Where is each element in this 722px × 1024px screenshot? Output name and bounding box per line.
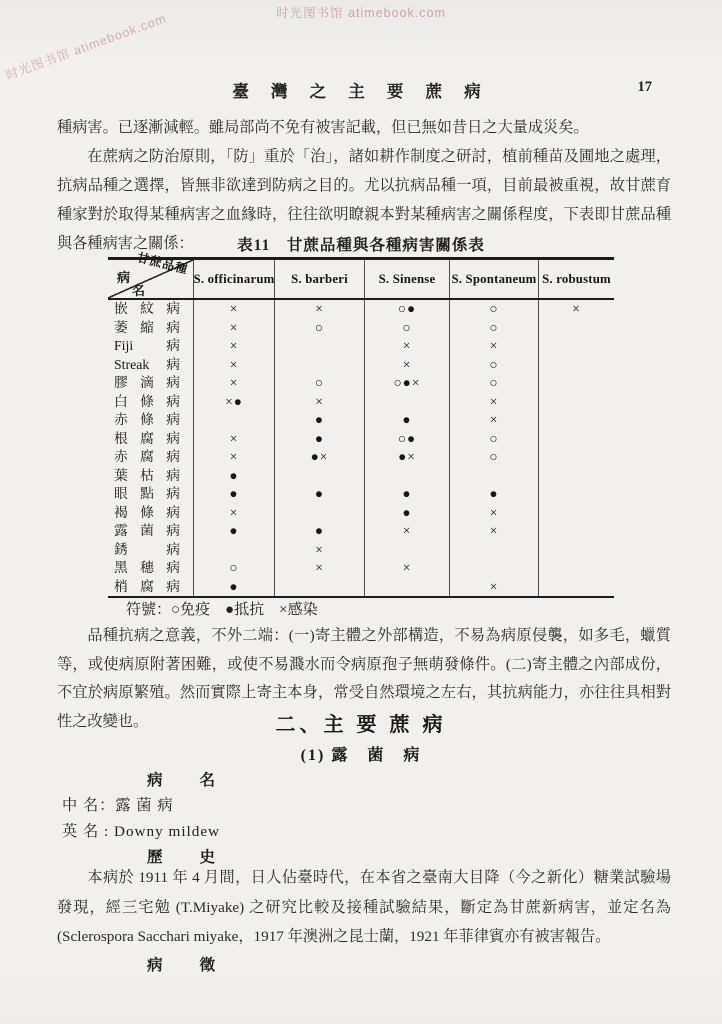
- relation-cell: ×●: [193, 393, 274, 412]
- relation-cell: [538, 578, 614, 597]
- disease-name-cell: 根 腐 病: [114, 430, 180, 446]
- relation-cell: ○: [449, 356, 538, 375]
- relation-cell: ○: [274, 319, 364, 338]
- relation-cell: ●: [364, 411, 449, 430]
- label-symptoms: 病 徵: [147, 957, 218, 974]
- disease-name-cell: 萎 縮 病: [114, 319, 180, 335]
- relation-cell: ●: [274, 485, 364, 504]
- disease-name-cell: 梢 腐 病: [114, 578, 180, 594]
- relation-cell: ○: [449, 430, 538, 449]
- disease-name-cell: 露 菌 病: [114, 523, 180, 538]
- relation-cell: ×: [364, 559, 449, 578]
- relation-table: [108, 250, 614, 598]
- relation-cell: ○: [193, 559, 274, 578]
- relation-table-body: [108, 300, 614, 596]
- disease-name-cell: 眼 點 病: [114, 486, 180, 501]
- relation-cell: ●: [193, 467, 274, 486]
- watermark-rotated: 时光图书馆 atimebook.com: [3, 11, 169, 83]
- paragraph-history: 本病於 1911 年 4 月間，日人佔臺時代，在本省之臺南大目降（今之新化）糖業試驗場發現，經三宅勉 (T.Miyake) 之研究比較及接種試驗結果，斷定為甘蔗新病害，並定名為 (Sclerospora Sacchari miyake，1917 年澳洲之昆士蘭，1921 年菲律賓亦有被害報告。: [57, 869, 671, 945]
- corner-label-species: 甘蔗品種: [135, 250, 190, 277]
- relation-cell: [538, 485, 614, 504]
- relation-cell: ×: [364, 522, 449, 541]
- table-row: [108, 448, 614, 467]
- relation-cell: [364, 467, 449, 486]
- table-header-row: [108, 250, 614, 300]
- relation-cell: [449, 467, 538, 486]
- table-row: [108, 393, 614, 412]
- relation-cell: [193, 411, 274, 430]
- column-header: S. Sinense: [364, 260, 449, 298]
- relation-cell: ×: [193, 319, 274, 338]
- section-heading: 二、主 要 蔗 病: [275, 714, 447, 736]
- relation-cell: ×: [193, 337, 274, 356]
- relation-cell: [538, 504, 614, 523]
- relation-cell: ×: [449, 337, 538, 356]
- relation-cell: [364, 541, 449, 560]
- relation-cell: ●×: [364, 448, 449, 467]
- table-row: [108, 467, 614, 486]
- relation-cell: ×: [193, 430, 274, 449]
- relation-cell: ×: [193, 504, 274, 523]
- relation-cell: ×: [193, 374, 274, 393]
- english-name-line: 英 名 : Downy mildew: [62, 823, 221, 840]
- table-row: [108, 356, 614, 375]
- corner-label-disease-2: 名: [132, 283, 146, 298]
- page-title: 臺 灣 之 主 要 蔗 病: [232, 82, 490, 101]
- relation-cell: [538, 467, 614, 486]
- table-row: [108, 541, 614, 560]
- table-row: [108, 559, 614, 578]
- column-header: S. Spontaneum: [449, 260, 538, 298]
- relation-cell: ●: [193, 522, 274, 541]
- table-row: [108, 485, 614, 504]
- relation-cell: ○●: [364, 300, 449, 319]
- relation-cell: ×: [193, 448, 274, 467]
- relation-cell: [538, 337, 614, 356]
- relation-cell: ●: [193, 485, 274, 504]
- relation-cell: [274, 578, 364, 597]
- relation-cell: ×: [274, 559, 364, 578]
- relation-cell: ●: [449, 485, 538, 504]
- relation-cell: ○: [449, 374, 538, 393]
- relation-cell: ×: [274, 393, 364, 412]
- relation-cell: ○: [364, 319, 449, 338]
- relation-cell: ○: [449, 448, 538, 467]
- disease-name-cell: 葉 枯 病: [114, 467, 180, 483]
- table-row: [108, 319, 614, 338]
- relation-cell: ○: [449, 319, 538, 338]
- table-row: [108, 411, 614, 430]
- table-corner-cell: [108, 250, 193, 298]
- relation-cell: [274, 356, 364, 375]
- relation-cell: [364, 578, 449, 597]
- relation-cell: [538, 541, 614, 560]
- subsection-heading: (1) 露 菌 病: [300, 747, 422, 764]
- disease-name-cell: Streak 病: [114, 356, 180, 372]
- relation-cell: [364, 393, 449, 412]
- relation-cell: ●: [364, 504, 449, 523]
- relation-cell: ×: [364, 337, 449, 356]
- table-row: [108, 337, 614, 356]
- paragraph-continuation: 種病害。已逐漸減輕。雖局部尚不免有被害記載，但已無如昔日之大量成災矣。: [57, 119, 589, 136]
- relation-cell: [538, 411, 614, 430]
- column-header: S. robustum: [538, 260, 614, 298]
- relation-cell: ○●×: [364, 374, 449, 393]
- relation-cell: ×: [193, 300, 274, 319]
- relation-cell: [538, 356, 614, 375]
- relation-cell: [538, 374, 614, 393]
- corner-label-disease-1: 病: [117, 270, 131, 285]
- page-number: 17: [637, 79, 652, 95]
- relation-cell: [449, 559, 538, 578]
- relation-cell: ×: [274, 300, 364, 319]
- disease-name-cell: 嵌 紋 病: [114, 301, 180, 316]
- paragraph-resistance: 品種抗病之意義，不外二端：(一)寄主體之外部構造，不易為病原侵襲，如多毛，蠟質等，或使病原附著困難，或使不易濺水而令病原孢子無萌發條件。(二)寄主體之內部成份，不宜於病原繁殖。然而實際上寄主本身，常受自然環境之左右，其抗病能力，亦往往具相對性之改變也。: [57, 627, 671, 730]
- relation-cell: ×: [364, 356, 449, 375]
- table-row: [108, 504, 614, 523]
- chinese-name-line: 中 名：露 菌 病: [62, 797, 174, 814]
- relation-cell: ●: [274, 522, 364, 541]
- relation-cell: ○: [449, 300, 538, 319]
- disease-name-cell: 白 條 病: [114, 393, 180, 409]
- relation-cell: ×: [449, 411, 538, 430]
- relation-cell: ×: [449, 578, 538, 597]
- relation-cell: ○: [274, 374, 364, 393]
- relation-cell: ○●: [364, 430, 449, 449]
- disease-name-cell: 褐 條 病: [114, 504, 180, 520]
- watermark-top: 时光图书馆 atimebook.com: [276, 6, 446, 20]
- relation-cell: ×: [449, 522, 538, 541]
- relation-cell: ×: [538, 300, 614, 319]
- column-header: S. officinarum: [193, 260, 274, 298]
- table-title: 表11 甘蔗品種與各種病害關係表: [237, 237, 485, 254]
- relation-cell: ●: [364, 485, 449, 504]
- relation-cell: ×: [193, 356, 274, 375]
- relation-cell: [274, 467, 364, 486]
- relation-cell: ●: [193, 578, 274, 597]
- relation-cell: [538, 430, 614, 449]
- label-history: 歷 史: [147, 849, 218, 866]
- disease-name-cell: 膠 滴 病: [114, 375, 180, 390]
- table-legend: 符號：○免疫 ●抵抗 ×感染: [126, 602, 318, 618]
- disease-name-cell: Fiji 病: [114, 338, 180, 353]
- relation-cell: ●×: [274, 448, 364, 467]
- relation-cell: [538, 559, 614, 578]
- disease-name-cell: 赤 條 病: [114, 412, 180, 427]
- relation-cell: [538, 448, 614, 467]
- disease-name-cell: 赤 腐 病: [114, 449, 180, 464]
- table-row: [108, 374, 614, 393]
- relation-cell: ×: [449, 393, 538, 412]
- column-header: S. barberi: [274, 260, 364, 298]
- relation-cell: ×: [274, 541, 364, 560]
- table-row: [108, 300, 614, 319]
- relation-cell: [449, 541, 538, 560]
- disease-name-cell: 銹 病: [114, 541, 180, 557]
- label-disease-name: 病 名: [147, 772, 218, 789]
- relation-cell: [274, 337, 364, 356]
- relation-cell: [274, 504, 364, 523]
- paragraph-prevention: 在蔗病之防治原則，「防」重於「治」，諸如耕作制度之研討，植前種苗及圃地之處理，抗病品種之選擇，皆無非欲達到防病之目的。尤以抗病品種一項，目前最被重視，故甘蔗育種家對於取得某種病害之血緣時，往往欲明瞭親本對某種病害之關係程度，下表即甘蔗品種與各種病害之關係：: [57, 148, 671, 252]
- relation-cell: [538, 319, 614, 338]
- table-row: [108, 522, 614, 541]
- table-row: [108, 430, 614, 449]
- disease-name-cell: 黑 穗 病: [114, 560, 180, 575]
- relation-cell: ×: [449, 504, 538, 523]
- table-row: [108, 578, 614, 597]
- relation-cell: [193, 541, 274, 560]
- relation-cell: [538, 393, 614, 412]
- relation-cell: [538, 522, 614, 541]
- relation-cell: ●: [274, 411, 364, 430]
- relation-cell: ●: [274, 430, 364, 449]
